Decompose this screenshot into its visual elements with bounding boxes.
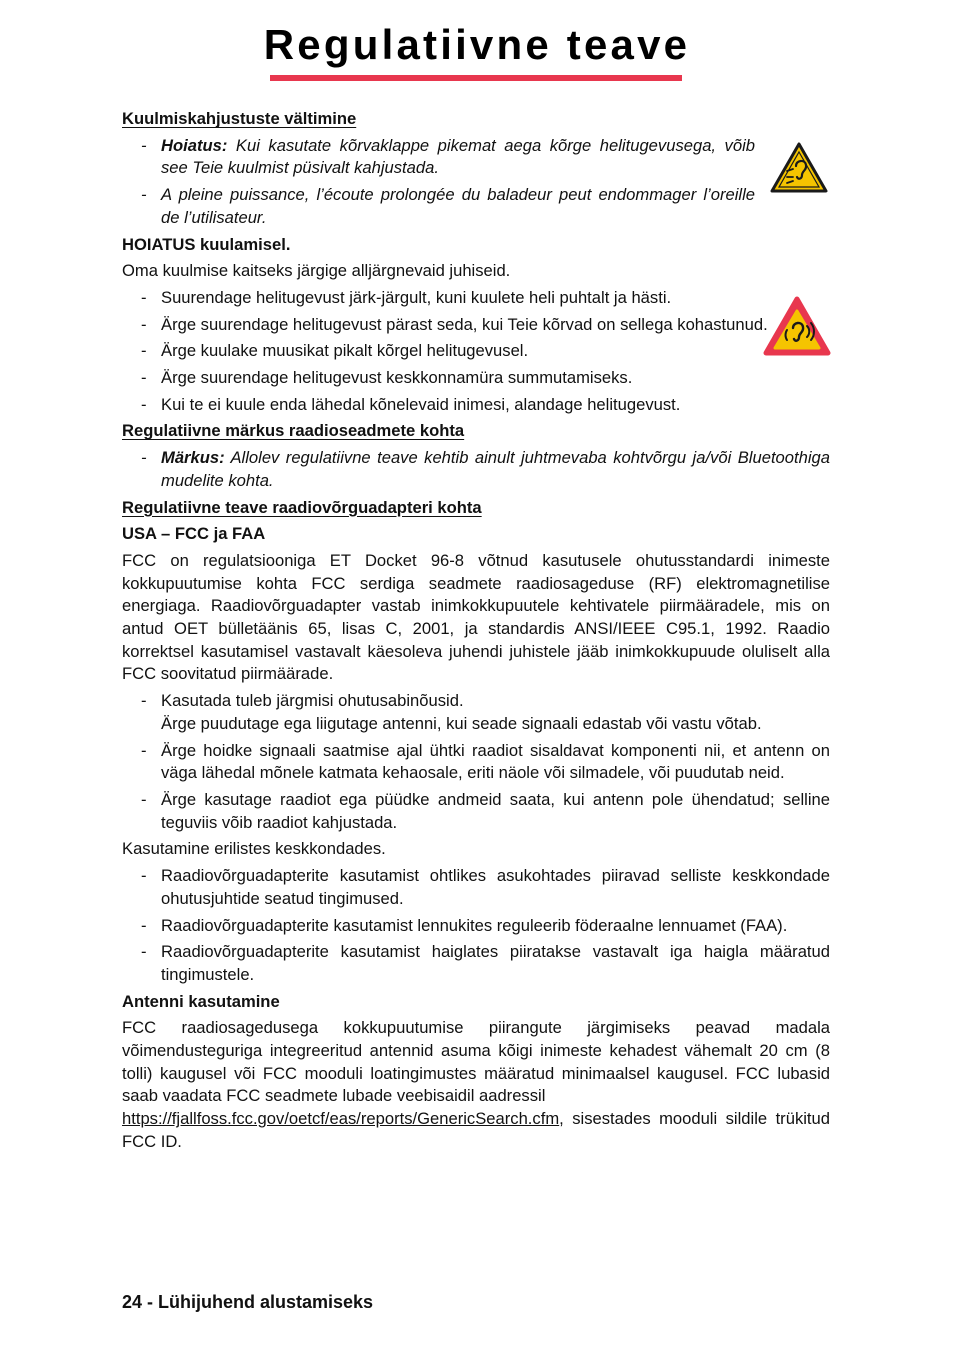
list-item-line: - Kasutada tuleb järgmisi ohutusabinõusid. xyxy=(161,691,464,711)
antenna-heading: Antenni kasutamine xyxy=(122,991,280,1011)
hearing-heading: Kuulmiskahjustuste vältimine xyxy=(122,109,357,128)
hearing-warning-list xyxy=(122,135,755,230)
page-footer: 24 - Lühijuhend alustamiseks xyxy=(122,1292,374,1312)
antenna-link-line xyxy=(122,1108,830,1153)
list-item: - Raadiovõrguadapterite kasutamist lennukites reguleerib föderaalne lennuamet (FAA). xyxy=(122,915,830,938)
list-item xyxy=(122,690,830,735)
antenna-paragraph xyxy=(122,1017,830,1153)
list-item: - Ärge suurendage helitugevust pärast seda, kui Teie kõrvad on sellega kohastunud. xyxy=(122,314,787,337)
adapter-list xyxy=(122,690,830,834)
radio-note-list xyxy=(122,447,830,492)
page-title: Regulatiivne teave xyxy=(263,21,691,68)
adapter-subheading: USA – FCC ja FAA xyxy=(122,524,266,544)
radio-note-heading: Regulatiivne märkus raadioseadmete kohta xyxy=(122,421,465,441)
list-item: - A pleine puissance, l’écoute prolongée du baladeur peut endommager l’oreille de l’utilisateur. xyxy=(122,184,755,229)
list-item-line: Ärge puudutage ega liigutage antenni, kui seade signaali edastab või vastu võtab. xyxy=(161,713,762,733)
list-item: - Suurendage helitugevust järk-järgult, kuni kuulete heli puhtalt ja hästi. xyxy=(122,287,830,310)
list-item: - Ärge kuulake muusikat pikalt kõrgel helitugevusel. xyxy=(122,340,830,363)
note-text: Allolev regulatiivne teave kehtib ainult juhtmevaba kohtvõrgu ja/või Bluetoothiga mudelite kohta. xyxy=(161,448,830,490)
title-rule xyxy=(270,75,682,81)
list-item: - Ärge suurendage helitugevust keskkonnamüra summutamiseks. xyxy=(122,367,830,390)
listening-list xyxy=(122,287,830,417)
adapter-paragraph: FCC on regulatsiooniga ET Docket 96-8 võtnud kasutusele ohutusstandardi inimeste kokkupuutumise kohta FCC serdiga seadmete raadiosageduse (RF) elektromagnetilise energiaga. Raadiovõrguadapter vastab inimkokkupuutele kehtivatele piirmääradele, mis on antud OET bülletäänis 65, lisas C, 2001, ja standardis ANSI/IEEE C95.1, 1992. Raadio korrektsel kasutamisel vastavalt käesoleva juhendi juhistele jääb inimkokkupuude oluliselt alla FCC soovitatud piirmäärade. xyxy=(122,550,830,684)
fcc-link[interactable]: https://fjallfoss.fcc.gov/oetcf/eas/reports/GenericSearch.cfm xyxy=(122,1109,560,1129)
list-item xyxy=(122,135,755,180)
adapter-heading: Regulatiivne teave raadiovõrguadapteri kohta xyxy=(122,497,482,517)
listening-heading: HOIATUS kuulamisel. xyxy=(122,234,291,254)
list-item: - Raadiovõrguadapterite kasutamist haiglates piiratakse vastavalt iga haigla määratud tingimustele. xyxy=(122,941,830,986)
warning-lead: Hoiatus: xyxy=(161,135,228,155)
note-lead: Märkus: xyxy=(161,448,225,468)
warning-text: Kui kasutate kõrvaklappe pikemat aega kõrge helitugevusega, võib see Teie kuulmist püsivalt kahjustada. xyxy=(161,135,755,178)
list-item: - Kui te ei kuule enda lähedal kõnelevaid inimesi, alandage helitugevust. xyxy=(122,394,830,417)
antenna-text: FCC raadiosagedusega kokkupuutumise piirangute järgimiseks peavad madala võimendusteguriga integreeritud antennid asuma kõigi inimeste kehadest vähemalt 20 cm (8 tolli) kaugusel või FCC mooduli loatingimustes määratud minimaalsel kaugusel. FCC lubasid saab vaadata FCC seadmete lubade veebisaidil aadressil xyxy=(122,1018,830,1106)
list-item: - Ärge kasutage raadiot ega püüdke andmeid saata, kui antenn pole ühendatud; selline teguviis võib raadiot kahjustada. xyxy=(122,789,830,834)
document-body xyxy=(122,108,830,1158)
list-item: - Raadiovõrguadapterite kasutamist ohtlikes asukohtades piiravad selliste keskkondade ohutusjuhtide seatud tingimused. xyxy=(122,865,830,910)
list-item xyxy=(122,447,830,492)
special-list xyxy=(122,865,830,987)
listening-intro: Oma kuulmise kaitseks järgige alljärgnevaid juhiseid. xyxy=(122,261,511,281)
special-intro: Kasutamine erilistes keskkondades. xyxy=(122,839,386,859)
antenna-tail: , sisestades mooduli sildile trükitud FCC ID. xyxy=(122,1109,830,1151)
list-item: - Ärge hoidke signaali saatmise ajal ühtki raadiot sisaldavat komponenti nii, et antenn on väga lähedal mõnele katmata kehaosale, eriti näole või silmadele, või puudutab neid. xyxy=(122,740,830,785)
